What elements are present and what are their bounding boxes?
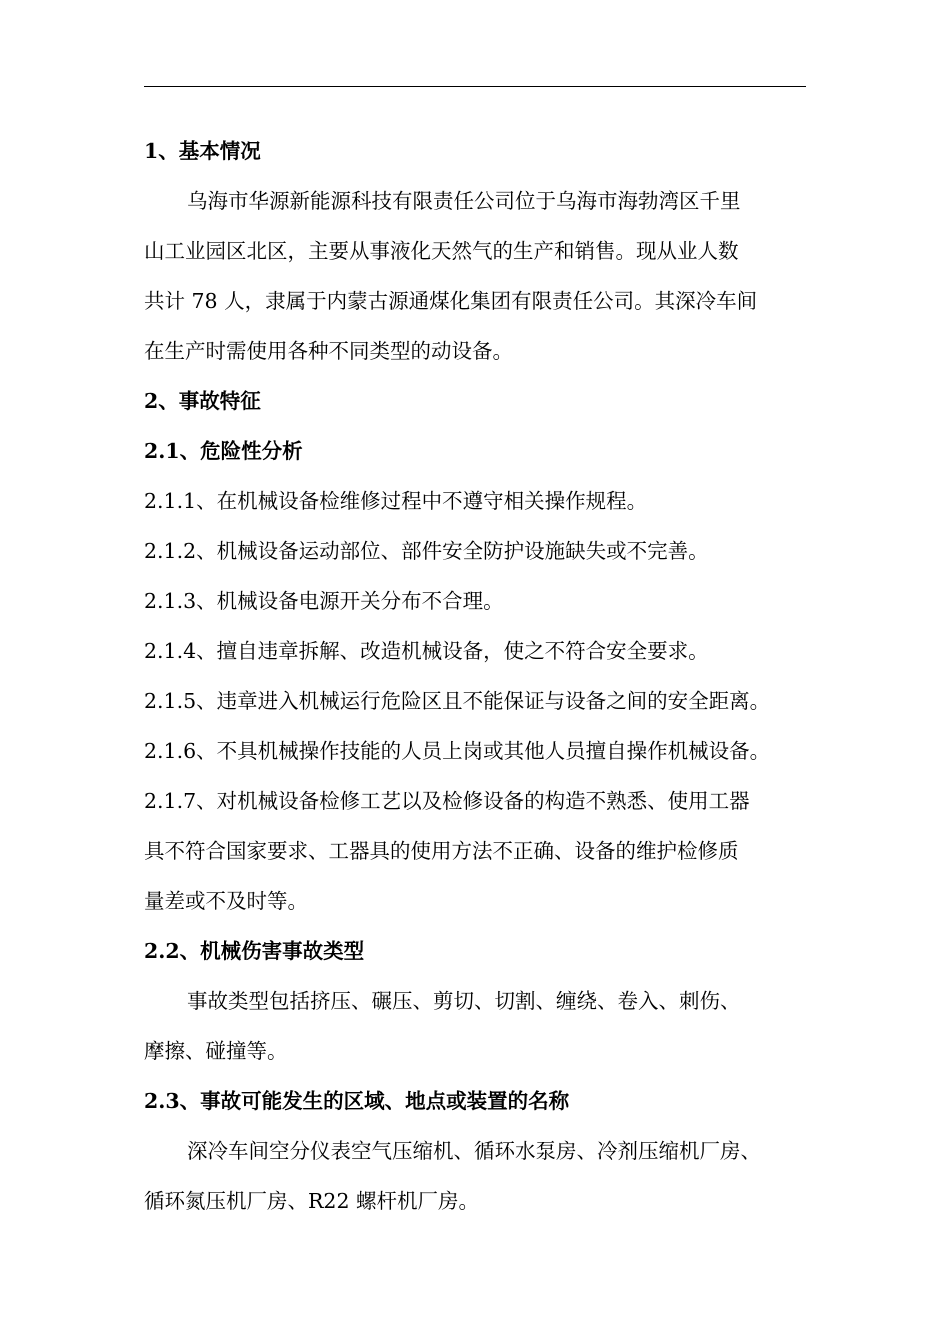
section-2-2-paragraph: [144, 976, 824, 1076]
section-1-paragraph: [144, 176, 824, 376]
list-item: 2.1.6、不具机械操作技能的人员上岗或其他人员擅自操作机械设备。: [144, 739, 771, 763]
paragraph-line: 共计 78 人，隶属于内蒙古源通煤化集团有限责任公司。其深冷车间: [144, 289, 758, 313]
section-2-2-heading: 2.2、机械伤害事故类型: [144, 939, 365, 963]
paragraph-line: 乌海市华源新能源科技有限责任公司位于乌海市海勃湾区千里: [187, 189, 741, 213]
list-item: 2.1.2、机械设备运动部位、部件安全防护设施缺失或不完善。: [144, 539, 709, 563]
paragraph-line: 摩擦、碰撞等。: [144, 1039, 288, 1063]
paragraph-line: 在生产时需使用各种不同类型的动设备。: [144, 339, 513, 363]
paragraph-line: 事故类型包括挤压、碾压、剪切、切割、缠绕、卷入、刺伤、: [187, 989, 741, 1013]
list-item: 具不符合国家要求、工器具的使用方法不正确、设备的维护检修质: [144, 839, 739, 863]
list-item: 2.1.7、对机械设备检修工艺以及检修设备的构造不熟悉、使用工器: [144, 789, 750, 813]
section-2-3-paragraph: [144, 1126, 824, 1226]
section-2-1-list: [144, 476, 824, 926]
paragraph-line: 山工业园区北区，主要从事液化天然气的生产和销售。现从业人数: [144, 239, 739, 263]
section-2-1-heading: 2.1、危险性分析: [144, 439, 303, 463]
section-2-3-heading: 2.3、事故可能发生的区域、地点或装置的名称: [144, 1089, 570, 1113]
section-1-heading: 1、基本情况: [144, 139, 261, 163]
list-item: 2.1.5、违章进入机械运行危险区且不能保证与设备之间的安全距离。: [144, 689, 771, 713]
list-item: 2.1.1、在机械设备检维修过程中不遵守相关操作规程。: [144, 489, 648, 513]
document-body: [144, 126, 824, 1226]
paragraph-line: 循环氮压机厂房、R22 螺杆机厂房。: [144, 1189, 480, 1213]
section-2-heading: 2、事故特征: [144, 389, 261, 413]
list-item: 2.1.4、擅自违章拆解、改造机械设备，使之不符合安全要求。: [144, 639, 709, 663]
paragraph-line: 深冷车间空分仪表空气压缩机、循环水泵房、冷剂压缩机厂房、: [187, 1139, 761, 1163]
header-rule: [144, 86, 806, 87]
list-item: 量差或不及时等。: [144, 889, 308, 913]
list-item: 2.1.3、机械设备电源开关分布不合理。: [144, 589, 504, 613]
